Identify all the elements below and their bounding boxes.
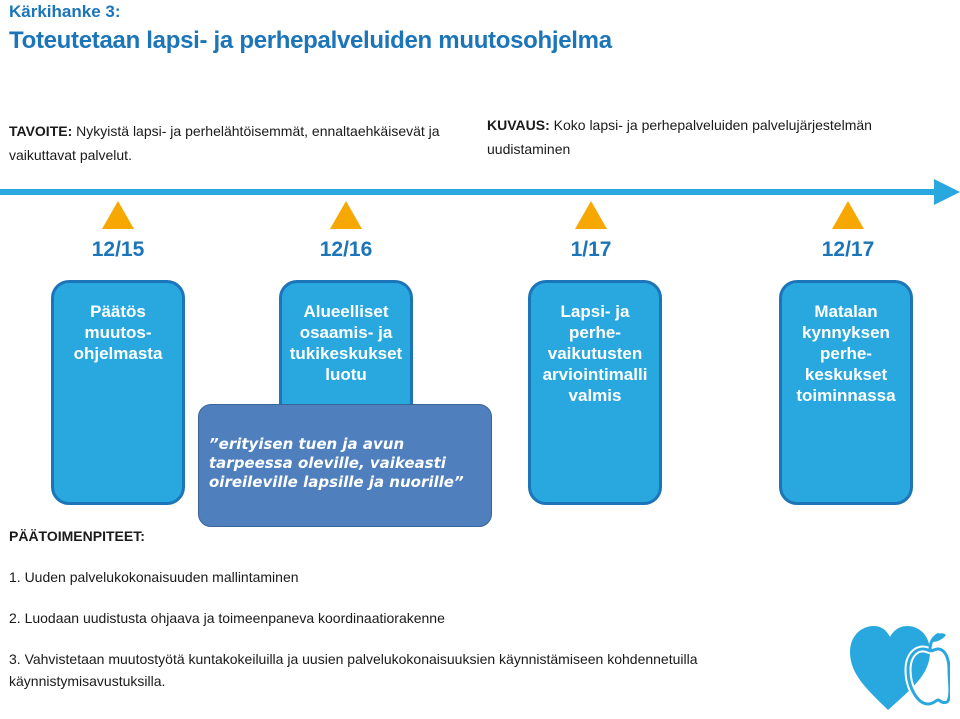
timeline-axis: [0, 189, 940, 195]
goal-body: Nykyistä lapsi- ja perhelähtöisemmät, ennaltaehkäisevät ja vaikuttavat palvelut.: [9, 123, 440, 163]
action-item: 1. Uuden palvelukokonaisuuden mallintaminen: [9, 569, 299, 585]
milestone-card-line: keskukset: [804, 365, 888, 384]
milestone-card-line: ohjelmasta: [73, 344, 163, 363]
milestone-date: 12/16: [319, 238, 373, 261]
milestone-card: [51, 280, 185, 505]
milestone-card-line: osaamis- ja: [299, 323, 393, 342]
action-item: 2. Luodaan uudistusta ohjaava ja toimeenpaneva koordinaatiorakenne: [9, 610, 445, 626]
description-body: Koko lapsi- ja perhepalveluiden palvelujärjestelmän uudistaminen: [487, 117, 872, 157]
milestone-card-line: tukikeskukset: [289, 344, 403, 363]
milestone-marker-icon: [330, 201, 362, 229]
milestone-card-line: kynnyksen: [802, 323, 890, 342]
milestone-card-line: Alueelliset: [303, 302, 389, 321]
milestone-marker-icon: [575, 201, 607, 229]
milestone-card-line: arviointimalli: [542, 365, 648, 384]
action-item: 3. Vahvistetaan muutostyötä kuntakokeiluilla ja uusien palvelukokonaisuuksien käynnistämiseen kohdennetuilla käynnistymisavustuksilla.: [9, 651, 698, 689]
goal-text: [9, 119, 459, 167]
milestone-card-line: muutos-: [84, 323, 152, 342]
milestone-card-line: Päätös: [90, 302, 146, 321]
milestone-card-line: toiminnassa: [796, 386, 896, 405]
quote-callout: ”erityisen tuen ja avun tarpeessa oleville, vaikeasti oireileville lapsille ja nuorille”: [198, 404, 492, 527]
milestone-marker-icon: [832, 201, 864, 229]
goal-label: TAVOITE:: [9, 123, 73, 139]
description-text: [487, 113, 907, 161]
milestone-card-line: perhe-: [569, 323, 621, 342]
page-title: Toteutetaan lapsi- ja perhepalveluiden muutosohjelma: [9, 27, 612, 54]
milestone-card-line: Matalan: [814, 302, 878, 321]
milestone-card-line: vaikutusten: [547, 344, 643, 363]
milestone-card: [528, 280, 662, 505]
milestone-card-line: valmis: [568, 386, 622, 405]
timeline-arrow-icon: [934, 179, 960, 205]
milestone-marker-icon: [102, 201, 134, 229]
page-subtitle: Kärkihanke 3:: [9, 2, 121, 21]
actions-heading: PÄÄTOIMENPITEET:: [9, 528, 145, 544]
milestone-card-line: Lapsi- ja: [560, 302, 630, 321]
heart-apple-logo-icon: [848, 620, 950, 712]
description-label: KUVAUS:: [487, 117, 550, 133]
milestone-date: 1/17: [570, 238, 612, 261]
milestone-card-line: luotu: [325, 365, 367, 384]
milestone-date: 12/15: [91, 238, 145, 261]
milestone-date: 12/17: [821, 238, 875, 261]
milestone-card: [779, 280, 913, 505]
milestone-card-line: perhe-: [820, 344, 872, 363]
